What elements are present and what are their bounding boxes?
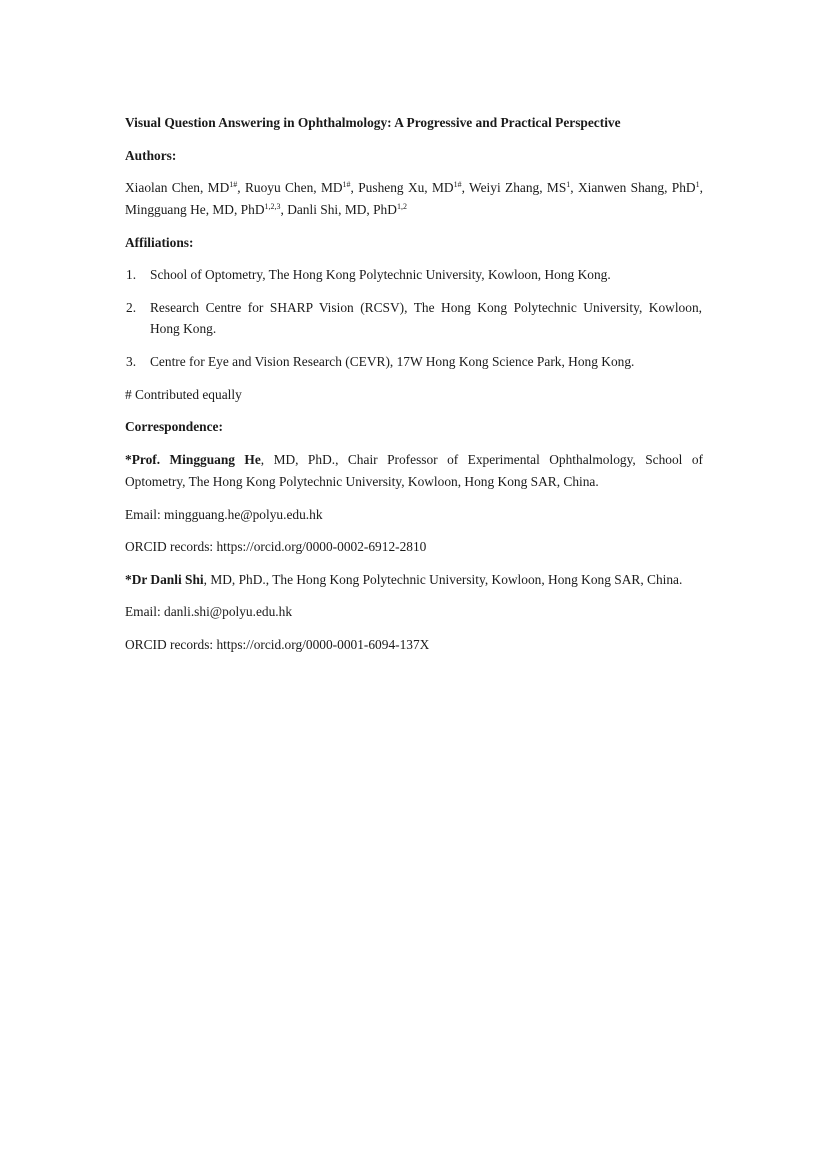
affiliation-number: 2. (126, 300, 137, 315)
author-sep: , (237, 180, 245, 195)
affiliation-number: 1. (126, 267, 137, 282)
author-sep: , (350, 180, 359, 195)
affiliation-text: School of Optometry, The Hong Kong Polytechnic University, Kowloon, Hong Kong. (150, 267, 611, 282)
author-sep: , (570, 180, 578, 195)
paper-title: Visual Question Answering in Ophthalmology: A Progressive and Practical Perspective (125, 115, 621, 130)
author-sep: , (280, 202, 288, 217)
author-name: Xiaolan Chen, MD (125, 180, 230, 195)
correspondent-email[interactable]: Email: danli.shi@polyu.edu.hk (125, 604, 293, 619)
author-name: Ruoyu Chen, MD (244, 180, 343, 195)
author-name: Xianwen Shang, PhD (577, 180, 696, 195)
correspondent-name: *Prof. Mingguang He (125, 452, 261, 467)
author-affil-sup: 1# (453, 180, 462, 189)
correspondent-email[interactable]: Email: mingguang.he@polyu.edu.hk (125, 507, 323, 522)
author-affil-sup: 1 (695, 180, 700, 189)
correspondent-line-1 (125, 572, 682, 588)
author-affil-sup: 1,2,3 (264, 202, 281, 211)
author-line-2 (125, 202, 407, 218)
author-name: Danli Shi, MD, PhD (287, 202, 397, 217)
correspondent-line-1 (125, 452, 703, 468)
author-affil-sup: 1# (342, 180, 351, 189)
affiliation-number: 3. (126, 354, 137, 369)
affiliations-heading: Affiliations: (125, 235, 194, 250)
authors-heading: Authors: (125, 148, 177, 163)
correspondent-orcid[interactable]: ORCID records: https://orcid.org/0000-0001-6094-137X (125, 637, 430, 652)
author-affil-sup: 1 (566, 180, 571, 189)
author-name: Mingguang He, MD, PhD (125, 202, 265, 217)
affiliation-text: Research Centre for SHARP Vision (RCSV), The Hong Kong Polytechnic University, Kowloon, (150, 300, 702, 315)
author-affil-sup: 1# (229, 180, 238, 189)
author-sep: , (699, 180, 703, 195)
correspondent-orcid[interactable]: ORCID records: https://orcid.org/0000-0002-6912-2810 (125, 539, 427, 554)
author-affil-sup: 1,2 (396, 202, 407, 211)
correspondent-name: *Dr Danli Shi (125, 572, 204, 587)
author-name: Weiyi Zhang, MS (469, 180, 567, 195)
author-sep: , (461, 180, 470, 195)
author-name: Pusheng Xu, MD (358, 180, 454, 195)
author-line-1 (125, 180, 703, 196)
correspondent-details: , MD, PhD., Chair Professor of Experimental Ophthalmology, School of (260, 452, 703, 467)
correspondent-line-2: Optometry, The Hong Kong Polytechnic University, Kowloon, Hong Kong SAR, China. (125, 474, 599, 489)
contributed-equally-note: # Contributed equally (125, 387, 242, 402)
correspondent-details: , MD, PhD., The Hong Kong Polytechnic University, Kowloon, Hong Kong SAR, China. (203, 572, 683, 587)
affiliation-text-continued: Hong Kong. (150, 321, 217, 336)
affiliation-text: Centre for Eye and Vision Research (CEVR), 17W Hong Kong Science Park, Hong Kong. (150, 354, 635, 369)
correspondence-heading: Correspondence: (125, 419, 223, 434)
